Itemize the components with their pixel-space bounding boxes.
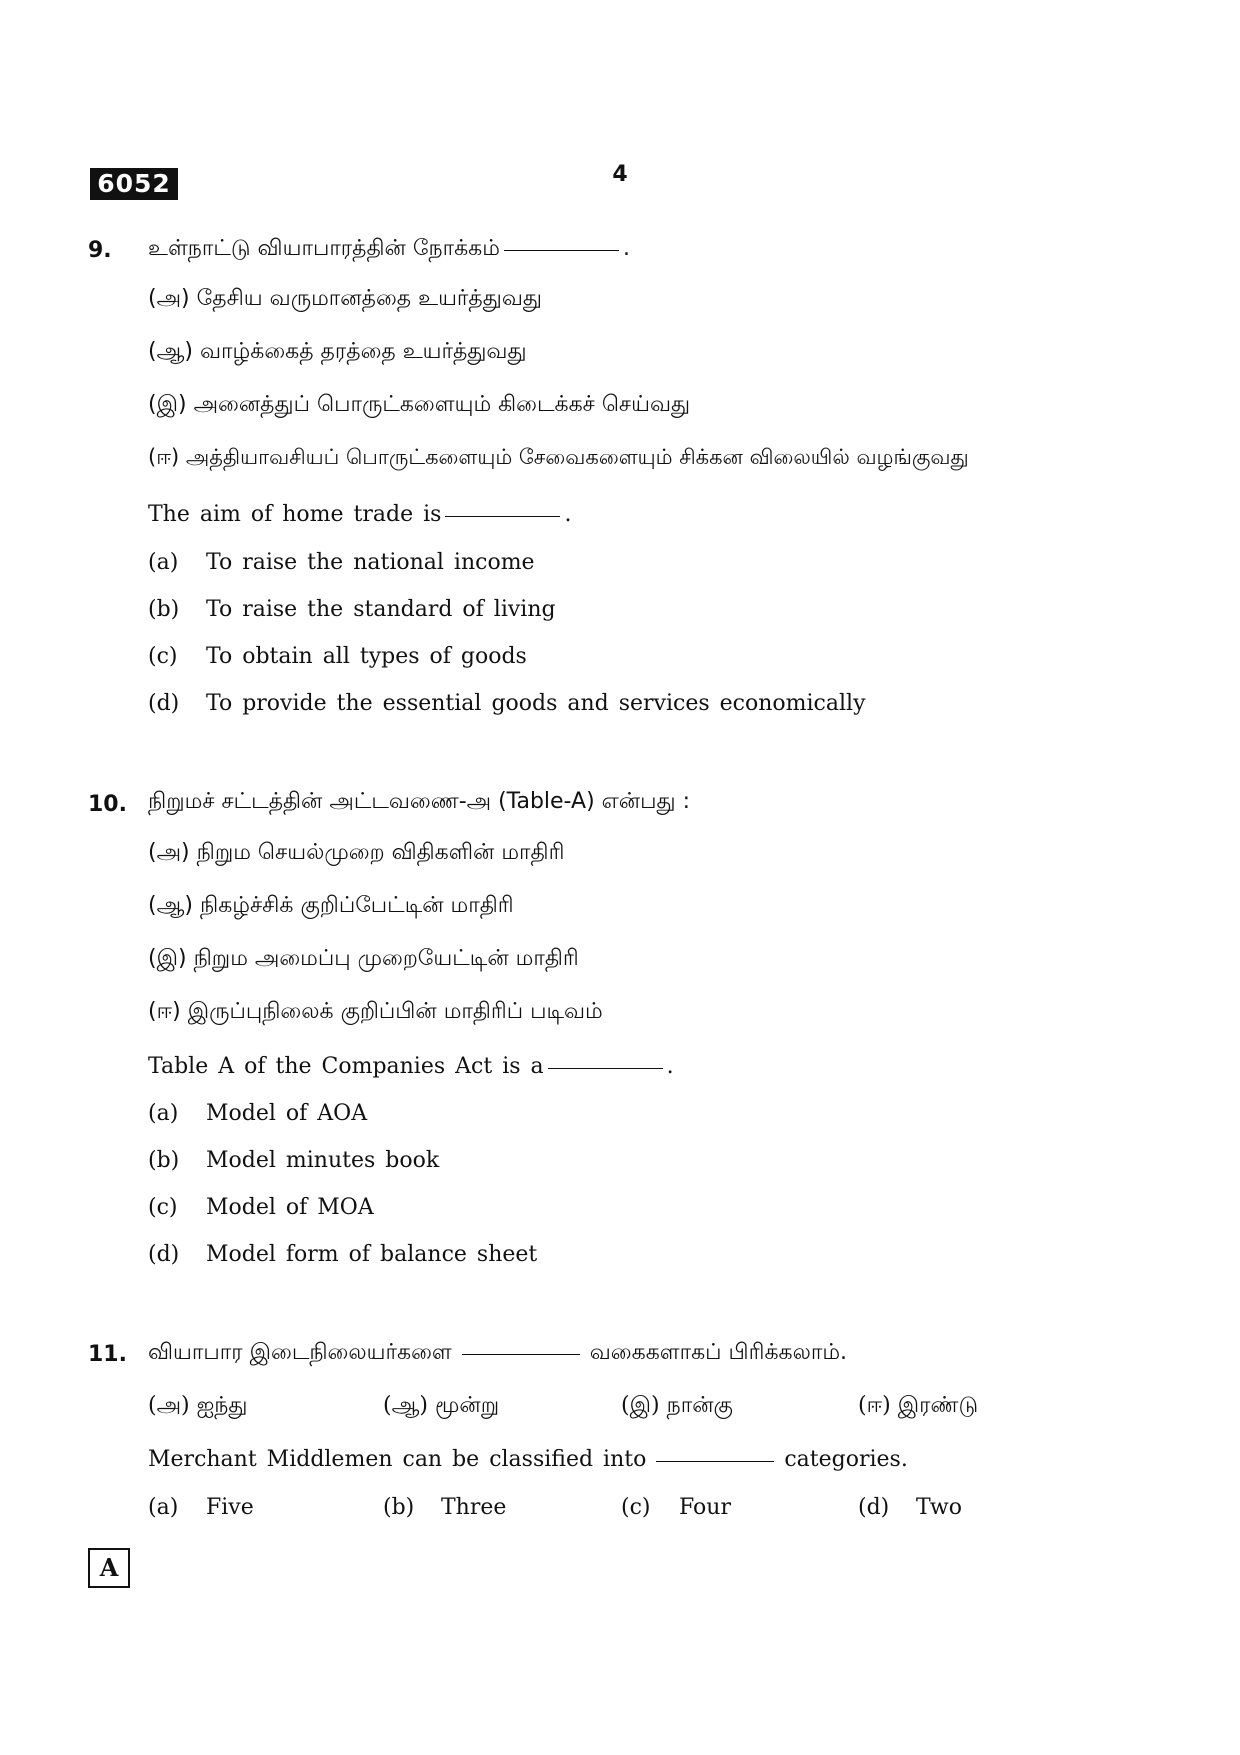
question-number: 11. xyxy=(88,1342,127,1367)
option-english: (a) Model of AOA xyxy=(148,1101,368,1126)
question-stem-english: The aim of home trade is . xyxy=(148,502,572,527)
option-tamil: (ஈ) இரண்டு xyxy=(858,1393,979,1418)
option-tamil: (ஈ) இருப்புநிலைக் குறிப்பின் மாதிரிப் படிவம் xyxy=(148,999,603,1024)
option-english: (b) To raise the standard of living xyxy=(148,597,556,622)
option-tamil: (ஆ) வாழ்க்கைத் தரத்தை உயர்த்துவது xyxy=(148,339,527,364)
option-tamil: (ஈ) அத்தியாவசியப் பொருட்களையும் சேவைகளையும் சிக்கன விலையில் வழங்குவது xyxy=(148,445,969,469)
option-row-english xyxy=(148,1495,1048,1525)
option-english: (d) To provide the essential goods and services economically xyxy=(148,691,866,716)
paper-code: 6052 xyxy=(90,168,178,200)
option-tamil: (இ) நான்கு xyxy=(621,1393,733,1418)
option-english: (a) To raise the national income xyxy=(148,550,535,575)
question-stem-english: Merchant Middlemen can be classified into categories. xyxy=(148,1447,908,1472)
series-letter-box: A xyxy=(88,1548,130,1588)
option-tamil: (இ) அனைத்துப் பொருட்களையும் கிடைக்கச் செய்வது xyxy=(148,392,691,417)
question-number: 9. xyxy=(88,238,112,263)
option-row-tamil xyxy=(148,1393,1048,1423)
option-english: (b) Three xyxy=(383,1495,507,1520)
option-english: (c) To obtain all types of goods xyxy=(148,644,527,669)
option-english: (c) Model of MOA xyxy=(148,1195,374,1220)
option-tamil: (இ) நிறும அமைப்பு முறையேட்டின் மாதிரி xyxy=(148,946,579,971)
option-tamil: (அ) தேசிய வருமானத்தை உயர்த்துவது xyxy=(148,286,542,311)
option-tamil: (அ) நிறும செயல்முறை விதிகளின் மாதிரி xyxy=(148,840,565,865)
question-number: 10. xyxy=(88,792,127,817)
question-stem-tamil: நிறுமச் சட்டத்தின் அட்டவணை-அ (Table-A) என்பது : xyxy=(148,789,690,814)
question-stem-english: Table A of the Companies Act is a . xyxy=(148,1054,674,1079)
option-english: (a) Five xyxy=(148,1495,254,1520)
option-tamil: (ஆ) மூன்று xyxy=(383,1393,500,1418)
option-english: (d) Model form of balance sheet xyxy=(148,1242,538,1267)
page-number: 4 xyxy=(612,162,628,187)
option-english: (d) Two xyxy=(858,1495,962,1520)
option-tamil: (ஆ) நிகழ்ச்சிக் குறிப்பேட்டின் மாதிரி xyxy=(148,893,514,918)
option-tamil: (அ) ஐந்து xyxy=(148,1393,248,1418)
option-english: (b) Model minutes book xyxy=(148,1148,440,1173)
option-english: (c) Four xyxy=(621,1495,731,1520)
question-stem-tamil: வியாபார இடைநிலையர்களை வகைகளாகப் பிரிக்கலாம். xyxy=(148,1340,848,1365)
question-stem-tamil: உள்நாட்டு வியாபாரத்தின் நோக்கம் . xyxy=(148,236,630,261)
